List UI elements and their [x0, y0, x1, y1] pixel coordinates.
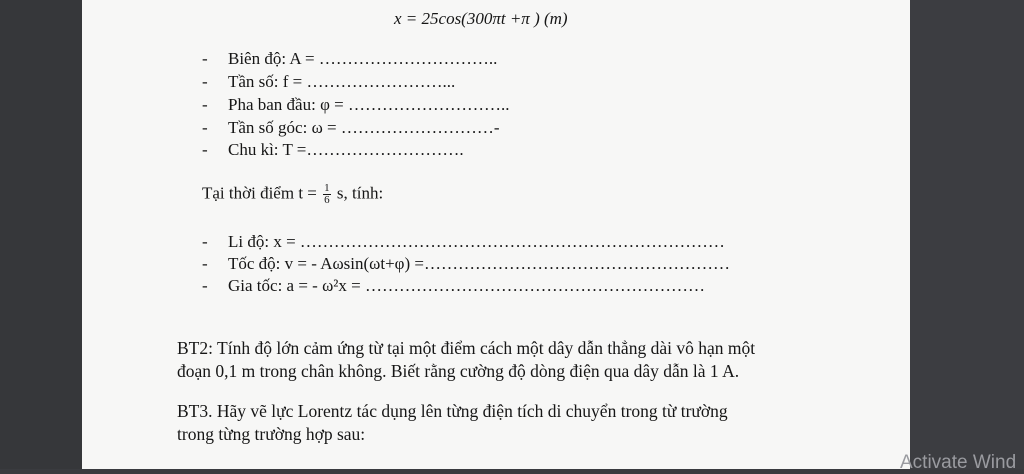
- exercise-bt3: BT3. Hãy vẽ lực Lorentz tác dụng lên từng điện tích di chuyển trong từ trường trong từng trường hợp sau:: [177, 401, 728, 444]
- param-angular-frequency: - Tần số góc: ω = ………………………-: [202, 118, 500, 137]
- time-fraction: $\frac{1}{6}$: [324, 182, 330, 206]
- activate-windows-watermark: Activate Wind: [900, 452, 1017, 473]
- param-initial-phase: - Pha ban đầu: φ = ………………………..: [202, 95, 510, 114]
- time-instant-line: Tại thời điểm t = $\frac{1}{6}$ s, tính:: [202, 182, 384, 206]
- param-period: - Chu kì: T =……………………….: [202, 140, 464, 159]
- result-displacement: - Li độ: x = …………………………………………………………………: [202, 232, 725, 251]
- oscillation-equation: x = 25cos(300πt +π ) (m): [394, 9, 568, 28]
- param-frequency: - Tần số: f = ……………………...: [202, 72, 456, 91]
- document-page: [82, 0, 910, 469]
- result-velocity: - Tốc độ: v = - Aωsin(ωt+φ) =………………………………………………: [202, 254, 730, 273]
- exercise-bt2: BT2: Tính độ lớn cảm ứng từ tại một điểm cách một dây dẫn thẳng dài vô hạn một đoạn 0,1 m trong chân không. Biết rằng cường độ dòng điện qua dây dẫn là 1 A.: [177, 338, 756, 381]
- left-dark-margin: [0, 0, 82, 469]
- result-acceleration: - Gia tốc: a = - ω²x = ……………………………………………………: [202, 276, 705, 295]
- right-dark-margin: [910, 0, 1024, 469]
- param-amplitude: - Biên độ: A = …………………………..: [202, 49, 498, 68]
